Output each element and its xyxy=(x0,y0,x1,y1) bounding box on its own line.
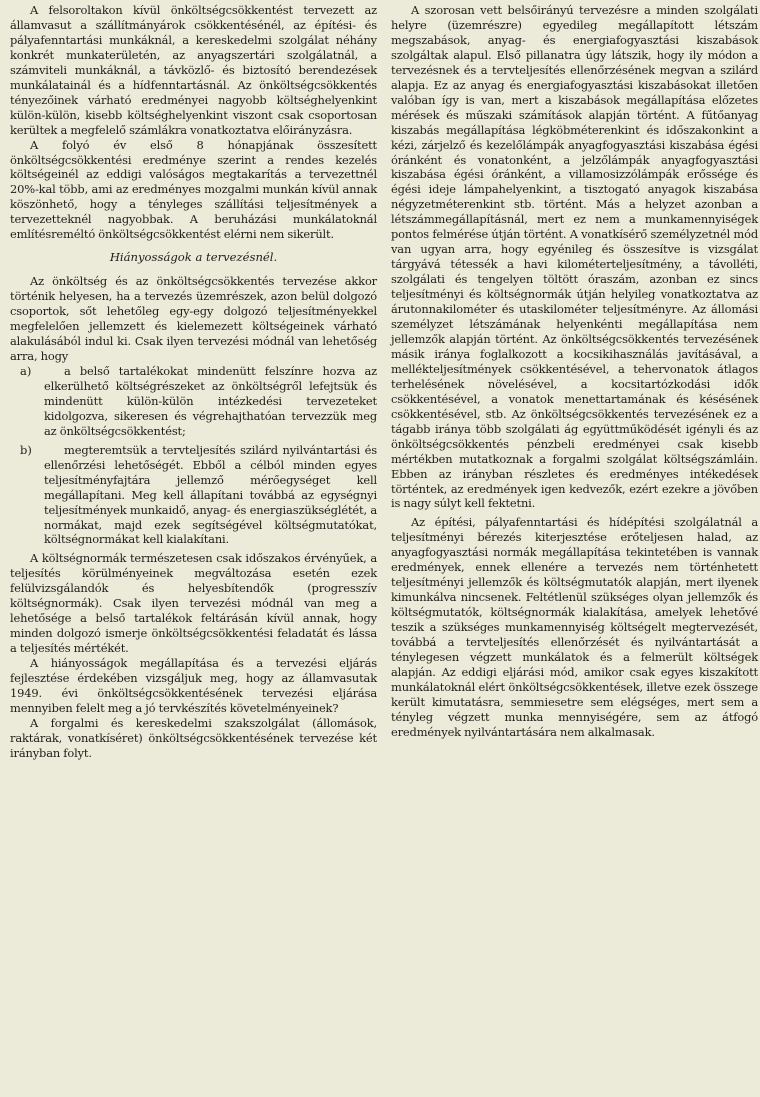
right-paragraph-2: Az építési, pályafenntartási és hídépítési szolgálatnál a teljesítményi bérezés kiterjesztése erőteljesen halad, az anyagfogyasztási normák megállapítása tekintetében is vannak eredmények, ennek ellenére a tervezés nem történhetett teljesítményi jellemzők és költségmutatók alapján, mert ilyenek kimunkálva nincsenek. Feltétlenül szükséges olyan jellemzők és költségmutatók, költségnormák kialakítása, amelyek lehetővé teszik a szükséges munkamennyiség költségelt megtervezését, továbbá a tervteljesítés ellenőrzését és nyilvántartását a ténylegesen végzett munkálatok és a felmerült költségek alapján. Az eddigi eljárási mód, amikor csak egyes kiszakított munkálatoknál elért önköltségcsökkentések, illetve ezek összege került kimutatásra, semmiesetre sem elégséges, mert sem a tényleg végzett munka mennyiségére, sem az átfogó eredmények nyilvántartására nem alkalmasak. xyxy=(391,515,758,739)
left-column xyxy=(10,3,377,1097)
left-paragraph-5: A hiányosságok megállapítása és a tervezési eljárás fejlesztése érdekében vizsgáljuk meg, hogy az államvasutak 1949. évi önköltségcsökkentésének tervezési eljárása mennyiben felelt meg a jó tervkészítés követelményeinek? xyxy=(10,656,377,715)
list-item-b xyxy=(20,443,377,548)
list-item-b-text: megteremtsük a tervteljesítés szilárd nyilvántartási és ellenőrzési lehetőségét. Ebből a célból minden egyes teljesítményfajtára jellemző mérőegységet kell megállapítani. Meg kell állapítani továbbá az egységnyi teljesítmények munkaidő, anyag- és energiaszükséglétét, a normákat, majd ezek segítségével költségmutatókat, költségnormákat kell kialakítani. xyxy=(44,442,377,547)
section-heading: Hiányosságok a tervezésnél. xyxy=(109,250,278,265)
left-paragraph-2: A folyó év első 8 hónapjának összesített önköltségcsökkentési eredménye szerint a rendes kezelés költségeinél az eddigi valóságos megtakarítás a tervezettnél 20%-kal több, ami az eredményes mozgalmi munkán kívül annak köszönhető, hogy a tényleges szállítási teljesítmények a tervezetteknél nagyobbak. A beruházási munkálatoknál említésreméltó önköltségcsökkentést elérni nem sikerült. xyxy=(10,137,377,242)
left-paragraph-4: A költségnormák természetesen csak időszakos érvényűek, a teljesítés körülményeinek megváltozása esetén ezek felülvizsgálandók és helyesbítendők (progresszív költségnormák). Csak ilyen tervezési módnál van meg a lehetősége a belső tartalékok feltárásán kívül annak, hogy minden dolgozó ismerje önköltségcsökkentési feladatát és lássa a teljesítés mértékét. xyxy=(10,551,377,656)
list-item-a xyxy=(20,364,377,439)
list-marker-a: a) xyxy=(20,363,32,378)
list-item-a-text: a belső tartalékokat mindenütt felszínre hozva az elkerülhető költségrészeket az önköltségről lefejtsük és mindenütt külön-külön intézkedési tervezeteket kidolgozva, sikeresen és végrehajthatóan tervezzük meg az önköltségcsökkentést; xyxy=(44,363,377,438)
left-paragraph-3: Az önköltség és az önköltségcsökkentés tervezése akkor történik helyesen, ha a tervezés üzemrészek, azon belül dolgozó csoportok, sőt lehetőleg egy-egy dolgozó teljesítményekkel megfelelően jellemzett és kielemezett költségeinek várható alakulásából indul ki. Csak ilyen tervezési módnál van lehetőség arra, hogy xyxy=(10,274,377,364)
left-paragraph-1: A felsoroltakon kívül önköltségcsökkentést tervezett az államvasut a szállítmányárok csökkentésénél, az építési- és pályafenntartási munkáknál, a kereskedelmi szolgálat néhány konkrét munkaterületén, az anyagszertári szolgálatnál, a számviteli munkáknál, a távközlő- és biztosító berendezések munkálatainál és a hídfenntartásnál. Az önköltségcsökkentés tényezőinek várható eredményei nagyobb költséghelyenkint külön-külön, kisebb költséghelyenkint viszont csak csoportosan kerültek a megfelelő számlákra vonatkoztatva előirányzásra. xyxy=(10,3,377,137)
list-marker-b: b) xyxy=(20,442,32,457)
right-column xyxy=(391,3,758,1097)
left-paragraph-6: A forgalmi és kereskedelmi szakszolgálat (állomások, raktárak, vonatkíséret) önköltségcsökkentésének tervezése két irányban folyt. xyxy=(10,715,377,760)
right-paragraph-1: A szorosan vett belsőirányú tervezésre a minden szolgálati helyre (üzemrészre) egyedileg megállapított létszám megszabások, anyag- és energiafogyasztási kiszabások szolgáltak alapul. Első pillanatra úgy látszik, hogy ily módon a tervezésnek és a tervteljesítés ellenőrzésének megvan a szilárd alapja. Ez az anyag és energiafogyasztási kiszabásokat illetően valóban így is van, mert a kiszabások megállapítása előzetes mérések és műszaki számítások alapján történt. A fűtőanyag kiszabás megállapítása légköbméterenkint és időszakonkint a kézi, zárjelző és kezelőlámpák anyagfogyasztási kiszabása égési óránként és vonatonként, a jelzőlámpák anyagfogyasztási kiszabása égési óránként, a villamosizzólámpák erőssége és égési ideje lámpahelyenkint, a tisztogató anyagok kiszabása négyzetméterenkint stb. történt. Más a helyzet azonban a létszámmegállapításnál, mert ez nem a munkamennyiségek pontos felmérése útján történt. A vonatkísérő személyzetnél mód van ugyan arra, hogy egyénileg és összesítve is vizsgálat tárgyává tétessék a havi kilométerteljesítmény, a távolléti, szolgálati és tengelyen töltött óraszám, azonban ez sincs teljesítményi és költségnormák útján helyileg vonatkoztatva az árutonnakilométer és utaskilométer teljesítményre. Az állomási személyzet létszámának helyenkénti megállapítása nem jellemzők alapján történt. Az önköltségcsökkentés tervezésének másik iránya foglalkozott a kocsikihasználás javításával, a mellékteljesítmények csökkentésével, a tehervonatok átlagos terhelésének növelésével, a kocsitartózkodási idők csökkentésével, a vonatok menettartamának és késésének csökkentésével, stb. Az önköltségcsökkentés tervezésének ez a tágabb iránya több szolgálati ág együttműködését igényli és az önköltségcsökkentés pénzbeli eredményei csak kisebb mértékben mutatkoznak a forgalmi szolgálat költségszámláin. Ebben az irányban részletes és eredményes intékedések történtek, az eredmények igen kedvezők, ezért ezekre a jövőben is nagy súlyt kell fektetni. xyxy=(391,3,758,511)
